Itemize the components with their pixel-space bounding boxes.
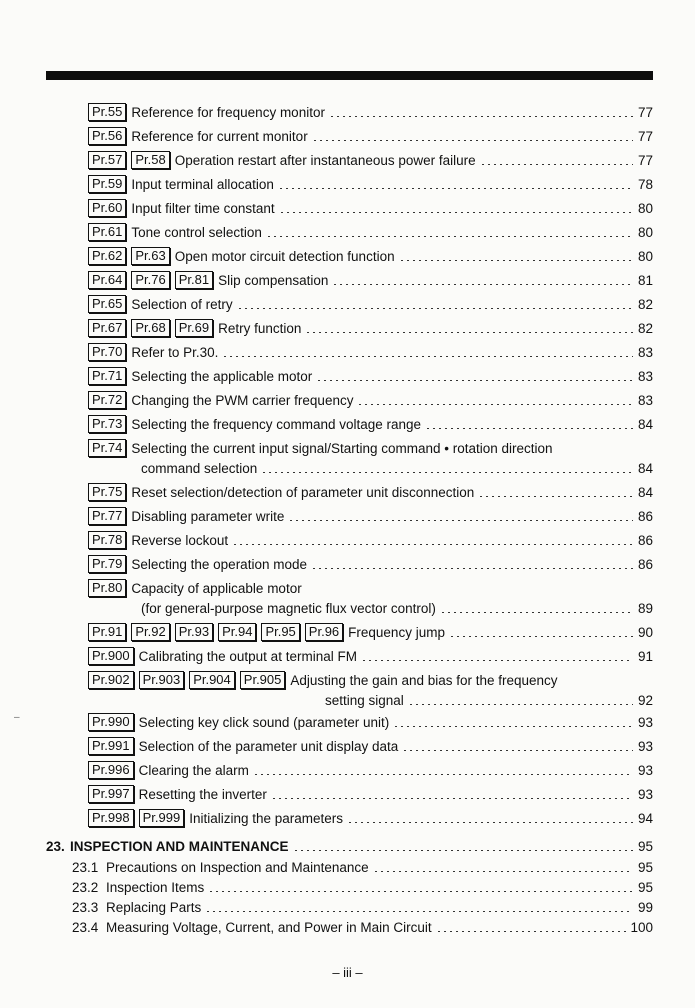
section-line	[46, 836, 653, 856]
parameter-boxes	[88, 737, 139, 755]
toc-entry	[88, 784, 653, 804]
subsection-page-number: 95	[637, 859, 653, 875]
toc-line	[88, 670, 653, 690]
toc-entry	[88, 198, 653, 218]
parameter-boxes	[88, 785, 139, 803]
toc-line	[88, 414, 653, 434]
entry-page-number: 82	[637, 296, 653, 312]
subsection-number: 23.4	[72, 919, 99, 935]
parameter-boxes	[88, 295, 131, 313]
toc-entry	[88, 366, 653, 386]
parameter-boxes	[88, 671, 290, 689]
entry-title: Reverse lockout	[131, 532, 229, 548]
dot-leader	[399, 260, 633, 261]
entry-title-continued: setting signal	[325, 692, 404, 708]
entry-title: Selecting the applicable motor	[131, 368, 313, 384]
toc-line	[88, 808, 653, 828]
toc-line	[88, 222, 653, 242]
entry-title: Selecting the frequency command voltage range	[131, 416, 422, 432]
parameter-box: Pr.74	[88, 439, 126, 457]
toc-line	[88, 482, 653, 502]
parameter-box: Pr.65	[88, 295, 126, 313]
dot-leader	[347, 822, 633, 823]
section-heading	[46, 836, 653, 856]
toc-entry	[88, 554, 653, 574]
parameter-boxes	[88, 175, 131, 193]
toc-entry	[88, 294, 653, 314]
entry-title: Input filter time constant	[131, 200, 275, 216]
parameter-box: Pr.55	[88, 103, 126, 121]
parameter-boxes	[88, 713, 139, 731]
dot-leader	[436, 931, 627, 932]
entry-page-number: 82	[637, 320, 653, 336]
toc-entry	[88, 530, 653, 550]
entry-page-number: 86	[637, 532, 653, 548]
entry-title: Adjusting the gain and bias for the frequency	[290, 672, 558, 688]
dot-leader	[449, 636, 633, 637]
parameter-box: Pr.81	[175, 271, 213, 289]
toc-line	[88, 150, 653, 170]
entry-page-number: 86	[637, 508, 653, 524]
parameter-box: Pr.905	[240, 671, 286, 689]
dot-leader	[261, 472, 633, 473]
subsection-title: Replacing Parts	[106, 899, 202, 915]
dot-leader	[402, 750, 633, 751]
parameter-boxes	[88, 555, 131, 573]
parameter-boxes	[88, 247, 175, 265]
subsection-title: Inspection Items	[106, 879, 205, 895]
toc-entry	[88, 646, 653, 666]
entry-title: Input terminal allocation	[131, 176, 274, 192]
entry-title: Selecting the current input signal/Starting command • rotation direction	[131, 440, 553, 456]
toc-entry	[88, 482, 653, 502]
toc-line	[88, 174, 653, 194]
entry-title: Resetting the inverter	[138, 786, 267, 802]
entry-page-number: 80	[637, 248, 653, 264]
parameter-boxes	[88, 319, 218, 337]
entry-page-number: 78	[637, 176, 653, 192]
parameter-boxes	[88, 127, 131, 145]
parameter-boxes	[88, 507, 131, 525]
parameter-box: Pr.903	[139, 671, 185, 689]
subsection-page-number: 100	[630, 919, 653, 935]
toc-entry	[88, 270, 653, 290]
parameter-box: Pr.58	[131, 151, 169, 169]
dot-leader	[361, 660, 633, 661]
entry-page-number: 93	[637, 762, 653, 778]
entry-title: Capacity of applicable motor	[131, 580, 302, 596]
subsection-line	[72, 877, 653, 897]
parameter-boxes	[88, 391, 131, 409]
toc-line	[88, 554, 653, 574]
parameter-box: Pr.70	[88, 343, 126, 361]
dot-leader	[480, 164, 633, 165]
parameter-box: Pr.60	[88, 199, 126, 217]
toc-entry	[88, 342, 653, 362]
toc-line	[88, 438, 653, 458]
page-number-footer: – iii –	[332, 965, 363, 980]
parameter-box: Pr.91	[88, 623, 126, 641]
entry-page-number: 77	[637, 128, 653, 144]
toc-entry	[88, 390, 653, 410]
dot-leader	[373, 871, 633, 872]
section-title: INSPECTION AND MAINTENANCE	[70, 838, 289, 854]
toc-line	[88, 506, 653, 526]
entry-title: Reference for frequency monitor	[131, 104, 325, 120]
dot-leader	[393, 726, 633, 727]
entry-page-number: 92	[637, 692, 653, 708]
subsection-entry	[72, 897, 653, 917]
entry-title: Tone control selection	[131, 224, 262, 240]
entry-page-number: 83	[637, 344, 653, 360]
toc-line	[88, 646, 653, 666]
parameter-boxes	[88, 343, 131, 361]
parameter-box: Pr.69	[175, 319, 213, 337]
toc-line	[88, 342, 653, 362]
dot-leader	[478, 496, 633, 497]
entry-title-continued: (for general-purpose magnetic flux vector control)	[141, 600, 436, 616]
dot-leader	[237, 308, 633, 309]
entry-page-number: 89	[637, 600, 653, 616]
margin-mark: –	[14, 712, 20, 723]
toc-line-continued	[88, 598, 653, 618]
parameter-box: Pr.96	[305, 623, 343, 641]
section-page-number: 95	[637, 838, 653, 854]
dot-leader	[316, 380, 633, 381]
dot-leader	[312, 140, 633, 141]
parameter-boxes	[88, 579, 131, 597]
parameter-box: Pr.67	[88, 319, 126, 337]
parameter-boxes	[88, 151, 175, 169]
dot-leader	[278, 188, 633, 189]
entry-title: Disabling parameter write	[131, 508, 285, 524]
subsection-number: 23.3	[72, 899, 99, 915]
subsection-entry	[72, 877, 653, 897]
entry-title: Operation restart after instantaneous power failure	[174, 152, 476, 168]
parameter-box: Pr.998	[88, 809, 134, 827]
dot-leader	[305, 332, 633, 333]
subsection-page-number: 95	[637, 879, 653, 895]
parameter-boxes	[88, 271, 218, 289]
entry-page-number: 77	[637, 104, 653, 120]
entry-title: Changing the PWM carrier frequency	[131, 392, 354, 408]
toc-entry	[88, 318, 653, 338]
entry-title: Selection of the parameter unit display data	[138, 738, 399, 754]
entry-page-number: 81	[637, 272, 653, 288]
toc-entry	[88, 438, 653, 478]
parameter-box: Pr.76	[131, 271, 169, 289]
entry-page-number: 93	[637, 714, 653, 730]
toc-line	[88, 578, 653, 598]
entry-page-number: 91	[637, 648, 653, 664]
toc-line	[88, 390, 653, 410]
dot-leader	[279, 212, 633, 213]
dot-leader	[329, 116, 633, 117]
entry-page-number: 80	[637, 200, 653, 216]
toc-entry	[88, 760, 653, 780]
entry-page-number: 93	[637, 786, 653, 802]
parameter-boxes	[88, 761, 139, 779]
toc-line	[88, 760, 653, 780]
toc-entry	[88, 808, 653, 828]
parameter-box: Pr.904	[189, 671, 235, 689]
dot-leader	[253, 774, 633, 775]
toc-line	[88, 318, 653, 338]
toc-entry	[88, 102, 653, 122]
parameter-box: Pr.990	[88, 713, 134, 731]
parameter-box: Pr.71	[88, 367, 126, 385]
parameter-box: Pr.900	[88, 647, 134, 665]
subsection-page-number: 99	[637, 899, 653, 915]
subsection-title: Precautions on Inspection and Maintenance	[106, 859, 369, 875]
entry-page-number: 84	[637, 416, 653, 432]
parameter-boxes	[88, 647, 139, 665]
parameter-box: Pr.94	[218, 623, 256, 641]
parameter-boxes	[88, 199, 131, 217]
parameter-boxes	[88, 103, 131, 121]
toc-line	[88, 102, 653, 122]
entry-title: Retry function	[218, 320, 302, 336]
entry-title: Clearing the alarm	[138, 762, 249, 778]
parameter-box: Pr.79	[88, 555, 126, 573]
entry-page-number: 77	[637, 152, 653, 168]
parameter-box: Pr.75	[88, 483, 126, 501]
dot-leader	[357, 404, 633, 405]
toc-line	[88, 784, 653, 804]
entry-title: Refer to Pr.30.	[131, 344, 219, 360]
dot-leader	[288, 520, 633, 521]
entry-page-number: 83	[637, 368, 653, 384]
parameter-box: Pr.57	[88, 151, 126, 169]
dot-leader	[266, 236, 633, 237]
subsection-line	[72, 917, 653, 937]
subsection-line	[72, 897, 653, 917]
subsection-number: 23.2	[72, 879, 99, 895]
toc-entry	[88, 712, 653, 732]
toc-entry	[88, 246, 653, 266]
parameter-box: Pr.991	[88, 737, 134, 755]
dot-leader	[425, 428, 633, 429]
toc-entry	[88, 150, 653, 170]
toc-entry	[88, 222, 653, 242]
toc-entry	[88, 174, 653, 194]
entry-page-number: 93	[637, 738, 653, 754]
parameter-boxes	[88, 483, 131, 501]
dot-leader	[232, 544, 633, 545]
parameter-box: Pr.73	[88, 415, 126, 433]
entry-title: Calibrating the output at terminal FM	[138, 648, 357, 664]
subsection-entry	[72, 857, 653, 877]
parameter-boxes	[88, 415, 131, 433]
parameter-box: Pr.56	[88, 127, 126, 145]
parameter-box: Pr.92	[131, 623, 169, 641]
toc-line	[88, 270, 653, 290]
toc-line	[88, 622, 653, 642]
dot-leader	[208, 891, 633, 892]
parameter-boxes	[88, 623, 348, 641]
entry-title: Initializing the parameters	[189, 810, 344, 826]
entry-title: Slip compensation	[218, 272, 329, 288]
dot-leader	[332, 284, 633, 285]
toc-line	[88, 126, 653, 146]
parameter-box: Pr.72	[88, 391, 126, 409]
parameter-box: Pr.61	[88, 223, 126, 241]
parameter-box: Pr.62	[88, 247, 126, 265]
toc-line	[88, 294, 653, 314]
parameter-boxes	[88, 531, 131, 549]
parameter-box: Pr.996	[88, 761, 134, 779]
parameter-box: Pr.997	[88, 785, 134, 803]
parameter-box: Pr.999	[139, 809, 185, 827]
parameter-boxes	[88, 439, 131, 457]
subsection-entry	[72, 917, 653, 937]
dot-leader	[440, 612, 633, 613]
entry-page-number: 80	[637, 224, 653, 240]
dot-leader	[408, 704, 633, 705]
subsection-title: Measuring Voltage, Current, and Power in Main Circuit	[106, 919, 432, 935]
entry-title: Reference for current monitor	[131, 128, 308, 144]
parameter-box: Pr.95	[261, 623, 299, 641]
toc-entry	[88, 506, 653, 526]
toc-line	[88, 736, 653, 756]
entry-title: Selecting the operation mode	[131, 556, 307, 572]
entry-page-number: 84	[637, 484, 653, 500]
entry-page-number: 83	[637, 392, 653, 408]
entry-page-number: 94	[637, 810, 653, 826]
parameter-boxes	[88, 809, 189, 827]
parameter-box: Pr.77	[88, 507, 126, 525]
toc-line	[88, 366, 653, 386]
parameter-box: Pr.93	[175, 623, 213, 641]
toc-entry	[88, 736, 653, 756]
entry-title: Frequency jump	[348, 624, 445, 640]
entry-title: Open motor circuit detection function	[174, 248, 395, 264]
entry-title-continued: command selection	[141, 460, 258, 476]
toc-entry	[88, 670, 653, 710]
entry-title: Selection of retry	[131, 296, 233, 312]
parameter-boxes	[88, 223, 131, 241]
dot-leader	[222, 356, 633, 357]
entry-title: Reset selection/detection of parameter unit disconnection	[131, 484, 475, 500]
parameter-box: Pr.64	[88, 271, 126, 289]
dot-leader	[311, 568, 633, 569]
section-number: 23.	[46, 838, 65, 854]
parameter-box: Pr.78	[88, 531, 126, 549]
header-rule	[46, 71, 653, 80]
entry-title: Selecting key click sound (parameter unit)	[138, 714, 390, 730]
dot-leader	[205, 911, 633, 912]
dot-leader	[293, 850, 633, 851]
parameter-box: Pr.80	[88, 579, 126, 597]
toc-line-continued	[88, 690, 653, 710]
toc-line-continued	[88, 458, 653, 478]
toc-line	[88, 246, 653, 266]
toc-entry	[88, 414, 653, 434]
entry-page-number: 84	[637, 460, 653, 476]
subsection-line	[72, 857, 653, 877]
parameter-box: Pr.68	[131, 319, 169, 337]
entry-page-number: 90	[637, 624, 653, 640]
parameter-box: Pr.63	[131, 247, 169, 265]
parameter-box: Pr.902	[88, 671, 134, 689]
entry-page-number: 86	[637, 556, 653, 572]
toc-line	[88, 530, 653, 550]
toc-entry	[88, 578, 653, 618]
dot-leader	[271, 798, 633, 799]
toc-entry	[88, 622, 653, 642]
subsection-number: 23.1	[72, 859, 99, 875]
toc-line	[88, 198, 653, 218]
parameter-boxes	[88, 367, 131, 385]
toc-entry	[88, 126, 653, 146]
parameter-box: Pr.59	[88, 175, 126, 193]
toc-line	[88, 712, 653, 732]
